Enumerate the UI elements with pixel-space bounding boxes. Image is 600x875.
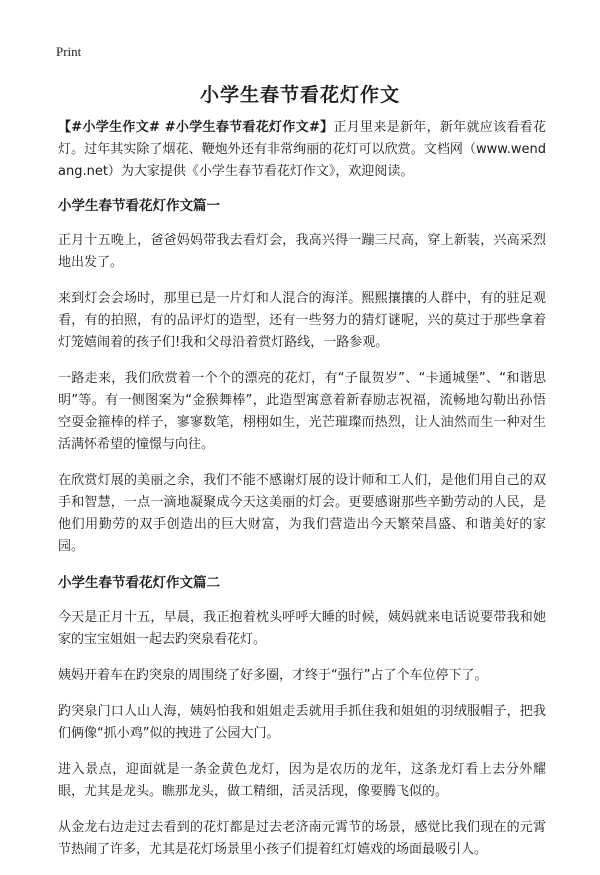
intro-tags: 【#小学生作文# #小学生春节看花灯作文#】 (58, 120, 334, 135)
paragraph: 一路走来，我们欣赏着一个个的漂亮的花灯，有“子鼠贺岁”、“卡通城堡”、“和谐思明”等。有一侧图案为“金猴舞棒”，此造型寓意着新春励志祝福，流畅地勾勒出孙悟空耍金箍棒的样子，寥寥数笔，栩栩如生，光芒璀璨而热烈，让人油然而生一种对生活满怀希望的憧憬与向往。 (58, 371, 546, 452)
intro-text: 正月里来是新年，新年就应该看看花灯。过年其实除了烟花、鞭炮外还有非常绚丽的花灯可以欣赏。文档网（www.wendang.net）为大家提供《小学生春节看花灯作文》，欢迎阅读。 (58, 120, 546, 179)
paragraph: 今天是正月十五，早晨，我正抱着枕头呼呼大睡的时候，姨妈就来电话说要带我和她家的宝宝姐姐一起去趵突泉看花灯。 (58, 610, 546, 647)
paragraph: 从金龙右边走过去看到的花灯都是过去老济南元霄节的场景，感觉比我们现在的元霄节热闹了许多，尤其是花灯场景里小孩子们提着红灯嬉戏的场面最吸引人。 (58, 820, 546, 857)
print-link[interactable]: Print (56, 44, 82, 59)
paragraph: 进入景点，迎面就是一条金黄色龙灯，因为是农历的龙年，这条龙灯看上去分外耀眼，尤其是龙头。瞧那龙头，做工精细，活灵活现，像要腾飞似的。 (58, 762, 546, 799)
paragraph: 在欣赏灯展的美丽之余，我们不能不感谢灯展的设计师和工人们，是他们用自己的双手和智慧，一点一滴地凝聚成今天这美丽的灯会。更要感谢那些辛勤劳动的人民，是他们用勤劳的双手创造出的巨大财富，为我们营造出今天繁荣昌盛、和谐美好的家园。 (58, 473, 546, 554)
paragraph: 来到灯会会场时，那里已是一片灯和人混合的海洋。熙熙攘攘的人群中，有的驻足观看，有的拍照，有的品评灯的造型，还有一些努力的猜灯谜呢，兴的莫过于那些拿着灯笼嬉闹着的孩子们!我和父母沿着赏灯路线，一路参观。 (58, 291, 546, 350)
paragraph: 姨妈开着车在趵突泉的周围绕了好多圈，才终于“强行”占了个车位停下了。 (58, 668, 488, 683)
article-body (58, 117, 546, 875)
section-heading-2: 小学生春节看花灯作文篇二 (58, 575, 220, 591)
section-heading-1: 小学生春节看花灯作文篇一 (58, 198, 220, 214)
paragraph: 趵突泉门口人山人海，姨妈怕我和姐姐走丢就用手抓住我和姐姐的羽绒服帽子，把我们俩像“抓小鸡”似的拽进了公园大门。 (58, 704, 546, 741)
paragraph: 正月十五晚上，爸爸妈妈带我去看灯会，我高兴得一蹦三尺高，穿上新装，兴高采烈地出发了。 (58, 233, 546, 270)
page-title: 小学生春节看花灯作文 (199, 84, 400, 106)
intro-paragraph (58, 117, 546, 183)
